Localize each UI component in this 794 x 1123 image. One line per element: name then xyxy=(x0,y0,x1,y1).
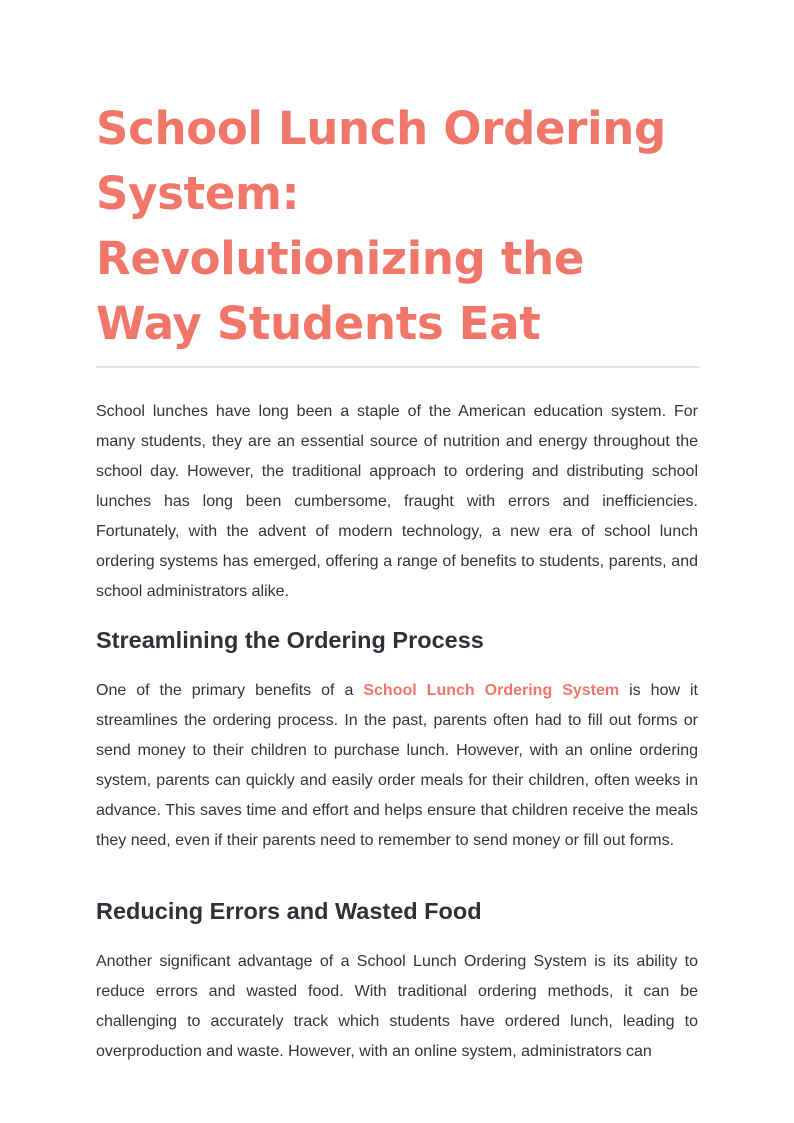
title-divider xyxy=(96,366,700,368)
page-title: School Lunch Ordering System: Revolutionizing the Way Students Eat xyxy=(96,102,666,350)
paragraph-text-after-link: is how it streamlines the ordering process. In the past, parents often had to fill out forms or send money to their children to purchase lunch. However, with an online ordering system, parents can quickly and easily order meals for their children, often weeks in advance. This saves time and effort and helps ensure that children receive the meals they need, even if their parents need to remember to send money or fill out forms. xyxy=(96,682,699,849)
reducing-errors-paragraph: Another significant advantage of a School Lunch Ordering System is its ability to reduce errors and wasted food. With traditional ordering methods, it can be challenging to accurately track which students have ordered lunch, leading to overproduction and waste. However, with an online system, administrators can xyxy=(96,953,698,1060)
section-heading-streamlining: Streamlining the Ordering Process xyxy=(96,627,484,653)
section-heading-reducing-errors: Reducing Errors and Wasted Food xyxy=(96,898,482,924)
paragraph-text-before-link: One of the primary benefits of a xyxy=(96,682,364,699)
article xyxy=(96,96,698,1067)
streamlining-paragraph xyxy=(96,676,698,856)
intro-paragraph: School lunches have long been a staple of the American education system. For many students, they are an essential source of nutrition and energy throughout the school day. However, the traditional approach to ordering and distributing school lunches has long been cumbersome, fraught with errors and inefficiencies. Fortunately, with the advent of modern technology, a new era of school lunch ordering systems has emerged, offering a range of benefits to students, parents, and school administrators alike. xyxy=(96,403,698,600)
school-lunch-ordering-system-link[interactable]: School Lunch Ordering System xyxy=(363,682,620,699)
